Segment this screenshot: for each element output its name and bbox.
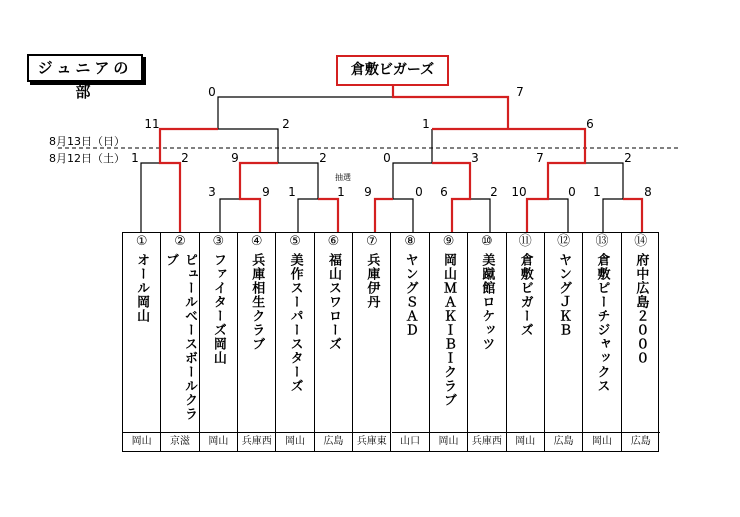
team-number: ⑫ <box>557 234 571 249</box>
team-column <box>315 233 353 451</box>
team-prefecture: 岡山 <box>583 432 620 451</box>
team-name: ファイターズ岡山 <box>210 253 226 365</box>
team-number: ② <box>174 234 186 249</box>
team-name: 福山スワローズ <box>325 253 341 351</box>
section-title: ジュニアの部 <box>27 54 143 82</box>
score-r1-7: 9 <box>364 185 372 199</box>
team-column <box>238 233 276 451</box>
score-r1-9: 6 <box>440 185 448 199</box>
team-number: ⑪ <box>518 234 532 249</box>
team-name: ヤングＳＡＤ <box>402 253 418 337</box>
team-prefecture: 兵庫西 <box>468 432 505 451</box>
team-column <box>545 233 583 451</box>
score-r1-8: 0 <box>415 185 423 199</box>
team-number: ⑦ <box>365 234 378 249</box>
team-name: 兵庫相生クラブ <box>249 253 265 351</box>
team-column <box>507 233 545 451</box>
team-number: ⑧ <box>404 234 416 249</box>
team-column <box>622 233 660 451</box>
team-name: 倉敷ビガーズ <box>517 253 533 337</box>
team-prefecture: 広島 <box>315 432 352 451</box>
score-r1-1: 1 <box>131 151 139 165</box>
team-prefecture: 岡山 <box>200 432 237 451</box>
team-number: ① <box>135 234 148 249</box>
team-prefecture: 岡山 <box>430 432 467 451</box>
score-r1-10: 2 <box>490 185 498 199</box>
score-r1-3: 3 <box>208 185 216 199</box>
score-sf1-top: 11 <box>144 117 160 131</box>
team-prefecture: 広島 <box>545 432 582 451</box>
score-r1-14: 8 <box>644 185 652 199</box>
date-day1: 8月12日（土） <box>49 152 125 165</box>
team-number: ④ <box>250 234 263 249</box>
team-name: 兵庫伊丹 <box>364 253 380 309</box>
team-prefecture: 岡山 <box>507 432 544 451</box>
team-column <box>200 233 238 451</box>
team-name: ピュールベースボールクラブ <box>163 253 198 421</box>
score-sf2-bottom: 6 <box>586 117 594 131</box>
team-number: ③ <box>212 234 225 249</box>
team-column <box>123 233 161 451</box>
team-name: オール岡山 <box>134 253 150 323</box>
team-name: 倉敷ピーチジャックス <box>594 253 610 393</box>
team-column <box>430 233 468 451</box>
team-prefecture: 岡山 <box>276 432 313 451</box>
team-number: ⑨ <box>442 234 455 249</box>
score-r1-12: 0 <box>568 185 576 199</box>
date-day2: 8月13日（日） <box>49 135 125 148</box>
score-q8-top: 2 <box>624 151 632 165</box>
score-final-left: 0 <box>208 85 216 99</box>
team-prefecture: 京滋 <box>161 432 198 451</box>
lottery-note: 抽選 <box>335 173 351 182</box>
team-number: ⑭ <box>634 234 648 249</box>
team-column <box>468 233 506 451</box>
champion-box: 倉敷ビガーズ <box>336 55 449 86</box>
score-r1-4: 9 <box>262 185 270 199</box>
team-column <box>353 233 391 451</box>
score-q2-top: 9 <box>231 151 239 165</box>
score-q5-top: 0 <box>383 151 391 165</box>
score-r1-2: 2 <box>181 151 189 165</box>
score-q3-top: 2 <box>319 151 327 165</box>
team-prefecture: 兵庫西 <box>238 432 275 451</box>
team-name: 美作スーパースターズ <box>287 253 303 393</box>
team-prefecture: 兵庫東 <box>353 432 390 451</box>
team-column <box>583 233 621 451</box>
team-table <box>122 232 659 452</box>
team-name: ヤングＪＫＢ <box>556 253 572 337</box>
score-sf2-top: 1 <box>422 117 430 131</box>
team-name: 府中広島２０００ <box>633 253 649 365</box>
team-number: ⑩ <box>481 234 493 249</box>
score-r1-11: 10 <box>511 185 527 199</box>
team-column <box>161 233 199 451</box>
team-prefecture: 岡山 <box>123 432 160 451</box>
score-q7-top: 7 <box>536 151 544 165</box>
team-prefecture: 山口 <box>392 432 429 451</box>
score-final-right: 7 <box>516 85 524 99</box>
score-r1-13: 1 <box>593 185 601 199</box>
score-r1-6: 1 <box>337 185 345 199</box>
score-r1-5: 1 <box>288 185 296 199</box>
team-number: ⑤ <box>289 234 301 249</box>
team-prefecture: 広島 <box>622 432 660 451</box>
team-number: ⑥ <box>327 234 340 249</box>
team-name: 美蹴館ロケッツ <box>479 253 495 351</box>
score-sf1-bottom: 2 <box>282 117 290 131</box>
team-column <box>392 233 430 451</box>
team-column <box>276 233 314 451</box>
team-number: ⑬ <box>595 234 609 249</box>
score-q6-top: 3 <box>471 151 479 165</box>
team-name: 岡山ＭＡＫＩＢＩクラブ <box>441 253 457 407</box>
